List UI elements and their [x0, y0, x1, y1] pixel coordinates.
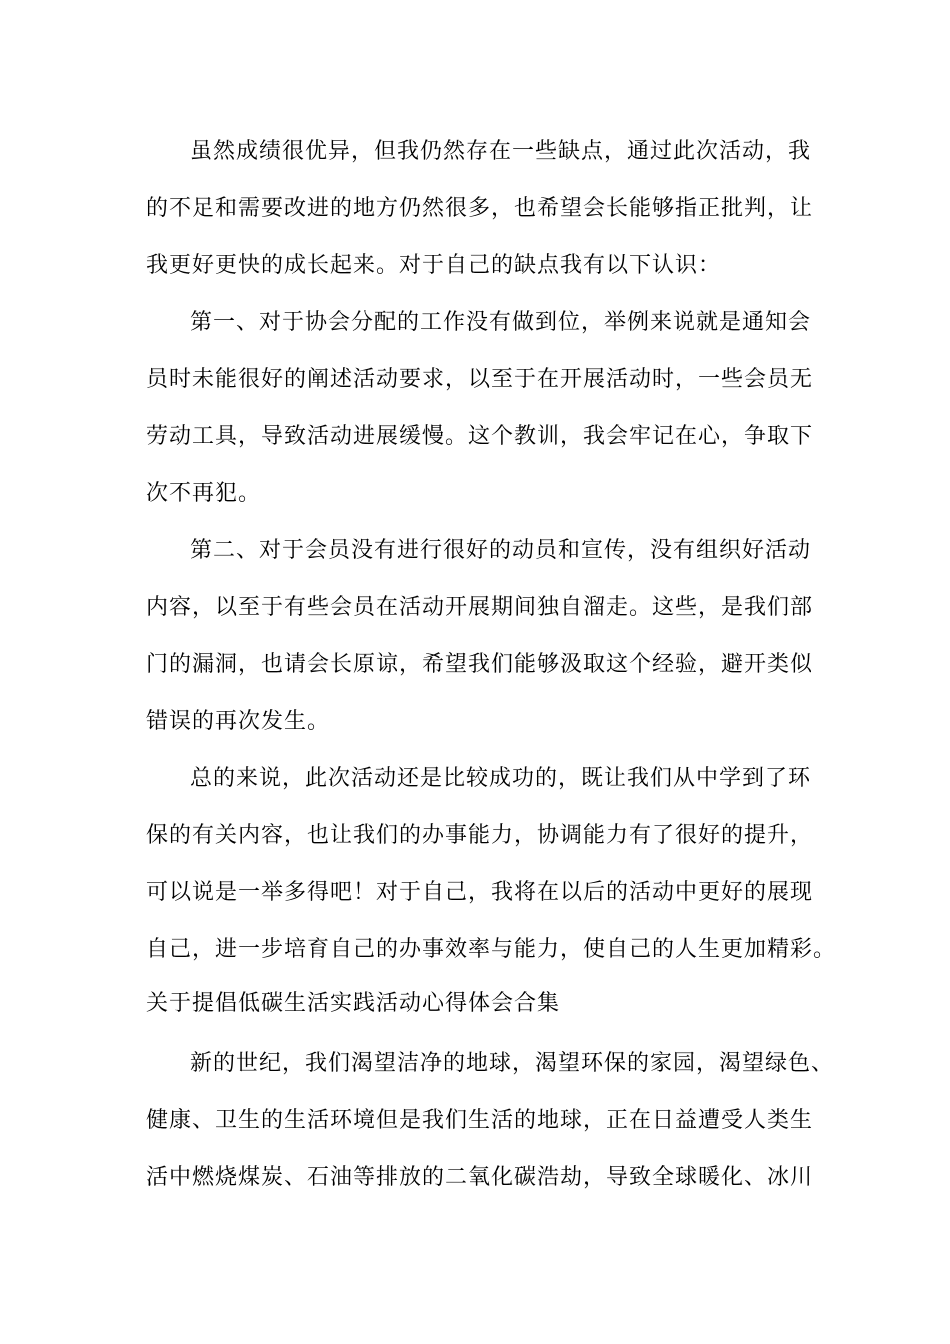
paragraph-line: 第二、对于会员没有进行很好的动员和宣传，没有组织好活动	[190, 538, 812, 563]
paragraph-line: 员时未能很好的阐述活动要求，以至于在开展活动时，一些会员无	[146, 367, 814, 392]
paragraph-line: 我更好更快的成长起来。对于自己的缺点我有以下认识：	[146, 253, 722, 278]
paragraph-line: 第一、对于协会分配的工作没有做到位，举例来说就是通知会	[190, 310, 812, 335]
paragraph-line: 门的漏洞，也请会长原谅，希望我们能够汲取这个经验，避开类似	[146, 652, 814, 677]
paragraph-line: 次不再犯。	[146, 481, 262, 506]
paragraph-line: 内容，以至于有些会员在活动开展期间独自溜走。这些，是我们部	[146, 595, 814, 620]
paragraph-line: 新的世纪，我们渴望洁净的地球，渴望环保的家园，渴望绿色、	[190, 1051, 835, 1076]
paragraph-line: 劳动工具，导致活动进展缓慢。这个教训，我会牢记在心，争取下	[146, 424, 814, 449]
paragraph-line: 保的有关内容，也让我们的办事能力，协调能力有了很好的提升，	[146, 823, 814, 848]
section-heading: 关于提倡低碳生活实践活动心得体会合集	[146, 991, 561, 1016]
paragraph-line: 可以说是一举多得吧！对于自己，我将在以后的活动中更好的展现	[146, 880, 814, 905]
paragraph-line: 总的来说，此次活动还是比较成功的，既让我们从中学到了环	[190, 766, 812, 791]
paragraph-line: 健康、卫生的生活环境但是我们生活的地球，正在日益遭受人类生	[146, 1108, 814, 1133]
paragraph-line: 活中燃烧煤炭、石油等排放的二氧化碳浩劫，导致全球暖化、冰川	[146, 1165, 814, 1190]
paragraph-line: 的不足和需要改进的地方仍然很多，也希望会长能够指正批判，让	[146, 196, 814, 221]
paragraph-line: 自己，进一步培育自己的办事效率与能力，使自己的人生更加精彩。	[146, 937, 837, 962]
paragraph-line: 虽然成绩很优异，但我仍然存在一些缺点，通过此次活动，我	[190, 139, 812, 164]
paragraph-line: 错误的再次发生。	[146, 709, 331, 734]
